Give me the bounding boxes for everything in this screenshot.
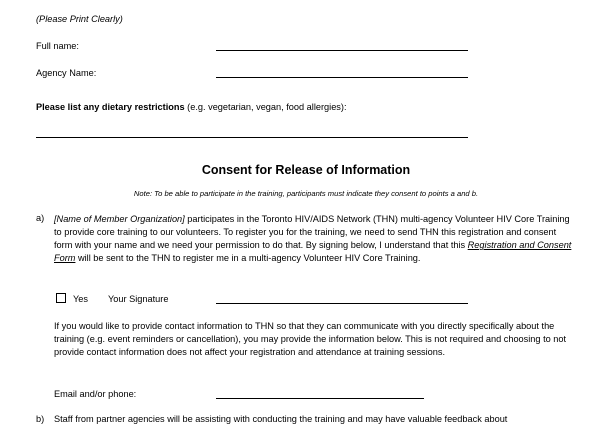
registration-form-name: Registration and Consent Form [54, 240, 572, 263]
consent-title: Consent for Release of Information [201, 163, 411, 177]
section-a-text-1: participates in the Toronto HIV/AIDS Network (THN) multi-agency Volunteer HIV Core Training to provide core training to our volunteers. To register you for the training, we need to send THN this registration and consent form with your name and we need your permission to do that. By signing below, I understand that this [54, 214, 570, 250]
org-name-placeholder: [Name of Member Organization] [54, 214, 185, 224]
signature-label: Your Signature [108, 294, 169, 304]
agency-name-field[interactable] [216, 77, 468, 78]
agency-name-label: Agency Name: [36, 68, 97, 78]
dietary-label [36, 102, 347, 112]
consent-note: Note: To be able to participate in the training, participants must indicate they consent to points a and b. [133, 189, 479, 198]
section-b-marker: b) [36, 414, 45, 424]
signature-field[interactable] [216, 303, 468, 304]
section-a-marker: a) [36, 213, 45, 223]
dietary-label-bold: Please list any dietary restrictions [36, 102, 185, 112]
contact-info-paragraph: If you would like to provide contact information to THN so that they can communicate with you directly specifically about the training (e.g. event reminders or cancellation), you may provide the information below. This is not required and choosing to not provide contact information does not affect your registration and attendance at training sessions. [54, 321, 567, 357]
yes-label: Yes [73, 294, 88, 304]
dietary-restrictions-field[interactable] [36, 137, 468, 138]
section-a-text-2: will be sent to the THN to register me in a multi-agency Volunteer HIV Core Training. [75, 253, 421, 263]
full-name-label: Full name: [36, 41, 79, 51]
section-a-paragraph [54, 213, 574, 265]
section-b-text: Staff from partner agencies will be assisting with conducting the training and may have valuable feedback about [54, 414, 508, 424]
email-phone-label: Email and/or phone: [54, 389, 137, 399]
full-name-field[interactable] [216, 50, 468, 51]
yes-consent-checkbox[interactable] [56, 293, 66, 303]
email-phone-field[interactable] [216, 398, 424, 399]
print-clearly-note: (Please Print Clearly) [36, 14, 123, 24]
dietary-label-example: (e.g. vegetarian, vegan, food allergies): [184, 102, 347, 112]
